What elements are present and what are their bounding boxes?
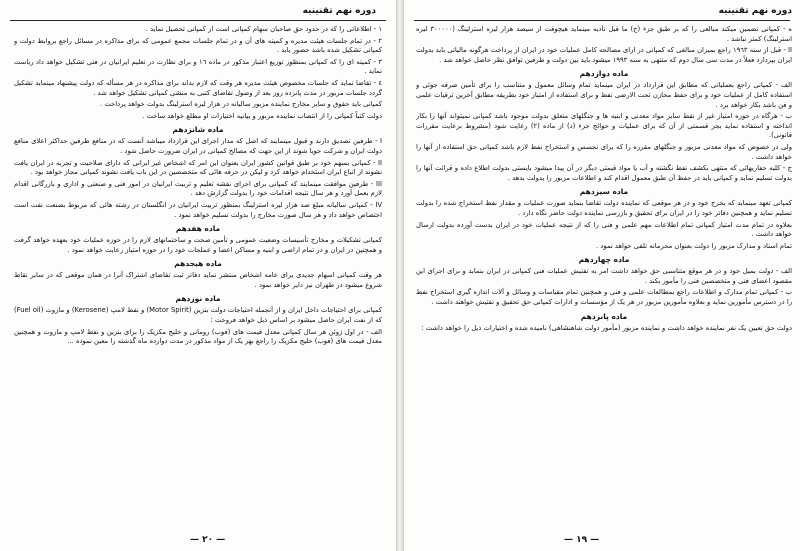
article-heading: ماده شانزدهم xyxy=(172,125,224,135)
page-header: دوره نهم تقنينيه xyxy=(718,6,792,16)
article-heading: ماده هفدهم xyxy=(175,224,221,234)
page-header: دوره نهم تقنينيه xyxy=(302,6,376,16)
article-heading: ماده نوزدهم xyxy=(175,294,221,304)
paragraph: تمام اسناد و مدارک مزبور را دولت بعنوان محرمانه تلقی خواهد نمود . xyxy=(596,241,792,250)
header-rule xyxy=(414,20,790,21)
article-heading: ماده هیجدهم xyxy=(174,259,222,269)
page-number: — ١٩ — xyxy=(564,535,600,545)
paragraph: ب - کمپانی تمام مدارک و اطلاعات راجع بمطالعات علمی و فنی و همچنین تمام مقیاسات و وسائل و آلات اندازه گیری استخراج نفط را در دسترس مأمورین نماید و بعلاوه مأمورین مزبور در هر یک از مؤسسات و ادارات کمپانی حق تحقیق و تفتیش خواهند داشت . xyxy=(416,288,792,307)
paragraph: کمپانی باید حقوق و سایر مخارج نماینده مزبور سالیانه در هزار لیره استرلینگ بدولت خواهد پرداخت . xyxy=(100,100,382,109)
paragraph: II - قبل از سنه ١٩٦٣ راجع بمیزان مبالغی که کمپانی در ازای مصالحه کامل عملیات خود در ایران از پرداخت هرگونه مالیاتی باید بدولت ایران بپردازد فعلاً در مدت سی سال دوم که منتهی به سنه ١٩٩٣ میشود باید بین دولت و طرفین توافق نظر حاصل خواهد شد . xyxy=(416,46,792,64)
left-page xyxy=(0,0,396,551)
article-heading: ماده پانزدهم xyxy=(580,311,628,321)
paragraph: هر وقت کمپانی اسهام جدیدی برای عامه اشخاص منتشر نماید دفاتر ثبت تقاضای اشتراک آنرا در همان موقعی که در سایر نقاط شروع میشود در طهران نیز دایر خواهد نمود . xyxy=(14,271,382,289)
article-heading: ماده دوازدهم xyxy=(579,69,629,79)
header-rule xyxy=(10,20,386,21)
paragraph: ٤ - تقاضا نماید که جلسات مخصوص هیئت مدیره هر وقت که لازم بداند برای مذاکره در هر مسأله که دولت پیشنهاد مینماید تشکیل گردد جلسات مزبور در مدت پانزده روز بعد از وصول تقاضای کتبی به منشی کمپانی تشکیل خواهد شد . xyxy=(14,78,382,97)
article-heading: ماده چهاردهم xyxy=(578,255,630,265)
paragraph: IV - کمپانی سالیانه مبلغ صد هزار لیره استرلینگ بمنظور تربیت ایرانیان در انگلستان در رشته هائی که مربوط بصنعت نفت است اختصاص خواهد داد و هر سال صورت مخارج را بدولت تسلیم خواهد نمود . xyxy=(14,200,382,219)
paragraph: ج - کلیه حفاریهائی که منتهی بکشف نفط نگشته و آب یا مواد قیمتی دیگر در آن پیدا میشود بایستی بدولت اطلاع داده و قرائت آنها را بدولت تسلیم نماید و کمپانی باید در حفظ آن طبق معمول اقدام کند و اطلاعات مزبور را بدولت بدهد . xyxy=(416,164,792,182)
paragraph: ٢ - در تمام جلسات هیئت مدیره و کمیته های آن و در تمام جلسات مجمع عمومی که برای مذاکره در مسائل راجع بروابط دولت و کمپانی تشکیل شده باشد حضور یابد . xyxy=(14,36,382,55)
paragraph: ١ - اطلاعاتی را که در حدود حق صاحبان سهام کمپانی است از کمپانی تحصیل نماید . xyxy=(145,25,382,33)
paragraph: ٣ - کمیته ای را که کمپانی بمنظور توزیع اعتبار مذکور در ماده ١٦ و برای نظارت در تعلیم ایرانیان در فنی تشکیل خواهد داد ریاست نماید . xyxy=(14,57,382,76)
book-gutter xyxy=(396,0,404,551)
page-number: — ٢٠ — xyxy=(190,535,226,545)
paragraph: دولت حق تعیین یک نفر نماینده خواهد داشت و نماینده مزبور (مأمور دولت شاهنشاهی) نامیده شده و اختیارات ذیل را خواهد داشت : xyxy=(421,323,792,332)
paragraph: II - کمپانی بسهم خود بر طبق قوانین کشور ایران بعنوان این امر که اشخاص غیر ایرانی که دارای صلاحیت و تجربه در ایران یافت نشوند از اتباع ایران استخدام خواهد کرد و لیکن در حرفه هائی که متخصصین در این باب یافت نشوند کمپانی مجاز خواهد بود . xyxy=(14,158,382,177)
paragraph: الف - دولت بمیل خود و در هر موقع متناسبی حق خواهد داشت امر به تفتیش عملیات فنی کمپانی در ایران بنماید و برای اجرای این مقصود اعضای فنی و متخصصین فنی را مأمور بکند . xyxy=(416,267,792,285)
paragraph: ب - هرگاه در حوزه امتیاز غیر از نفط سایر مواد معدنی و ابنیه ها و جنگلهای متعلق بدولت موجود باشد کمپانی نمیتواند آنها را بکار انداخته و استفاده نماید بجز قسمتی از آن که برای عملیات و حوائج جزء (د) از ماده (٢) رعایت شود (مشروط برعایت مقررات قانونی). xyxy=(416,112,792,140)
page-body xyxy=(416,25,792,529)
paragraph: کمپانی برای احتیاجات داخل ایران و از آنجمله احتیاجات دولت بنزین (Motor Spirit) و نفط لامپ (Kerosene) و مازوت (Fuel oil) که از نفت ایران حاصل میشود بر اساس ذیل خواهد فروخت : xyxy=(14,306,382,325)
paragraph: دولت کتباً کمپانی را از انتصاب نماینده مزبور و بیانیه اختیارات او مطلع خواهد ساخت . xyxy=(142,111,382,120)
paragraph: الف - در اول ژوئن هر سال کمپانی معدل قیمت های (فوب) رومانی و خلیج مکزیک را برای بنزین و نفط لامپ و مازوت و همچنین معدل قیمت های (فوب) خلیج مکزیک را راجع بهر یک از مواد مذکور در مدت دوازده ماه گذشته را معین نموده ... xyxy=(14,327,382,346)
paragraph: الف - کمپانی راجع بعملیاتی که مطابق این قرارداد در ایران مینماید تمام وسائل معمول و متناسب را برای تأمین صرفه جوئی و استفاده کامل از عملیات خود و برای حفظ مخازن تحت الارضی نفط و برای استفاده از امتیاز خود بطریقه مطابق آخرین ترقیات علمی و فن باشد بکار خواهد برد . xyxy=(416,81,792,109)
paragraph: ولی در خصوص که مواد معدنی مزبور و جنگلهای مقرره را که برای تجسس و استخراج نفط لازم باشد کمپانی حق استفاده از آنها را خواهد داشت . xyxy=(416,142,792,161)
paragraph: بعلاوه در تمام مدت امتیاز کمپانی تمام اطلاعات مهم علمی و فنی را که از نتیجه عملیات خود در ایران بدست آورده بدولت ارسال خواهد داشت . xyxy=(416,220,792,239)
paragraph: ه - کمپانی تضمین میکند مبالغی را که بر طبق جزء (ج) ما قبل تأدیه مینماید هیچوقت از سیصد هزار لیره استرلینگ (٣٠٠٠٠٠ لیره استرلینگ) کمتر نباشد . xyxy=(416,25,792,43)
page-body xyxy=(14,25,382,529)
paragraph: کمپانی تشکیلات و مخارج تأسیسات وضعیت عمومی و تأمین صحت و ساختمانهای لازم را در حوزه عملیات خود بعهده خواهد گرفت و همچنین در ایران و در تمام اراضی و ابنیه و مساکن اعضا و عملجات خود را در حوزه امتیاز رعایت خواهد نمود . xyxy=(14,236,382,254)
paragraph: I - طرفین تصدیق دارند و قبول مینمایند که اصل که مدار اجرای این قرارداد میباشد آنست که در منافع طرفین حداکثر اعلای منافع دولت ایران و شرکت جویا شوند از این جهت که مصالح کمپانی در ایران ضرورت حاصل شود . xyxy=(14,137,382,155)
paragraph: کمپانی تعهد مینماید که بخرج خود و در هر موقعی که نماینده دولت تقاضا بنماید صورت عملیات و مقدار نفط استخراج شده را بدولت تسلیم نماید و همچنین دفاتر خود را در ایران برای تحقیق و بازرسی نماینده دولت حاضر نگاه دارد . xyxy=(416,199,792,217)
paragraph: III - طرفین موافقت مینمایند که کمپانی برای اجرای نقشه تعلیم و تربیت ایرانیان در امور فنی و صنعتی و اداری و بازرگانی اقدام لازم بعمل آورد و هر سال نتیجه اقدامات خود را بدولت گزارش دهد . xyxy=(14,179,382,198)
article-heading: ماده سیزدهم xyxy=(579,187,629,197)
right-page xyxy=(404,0,800,551)
